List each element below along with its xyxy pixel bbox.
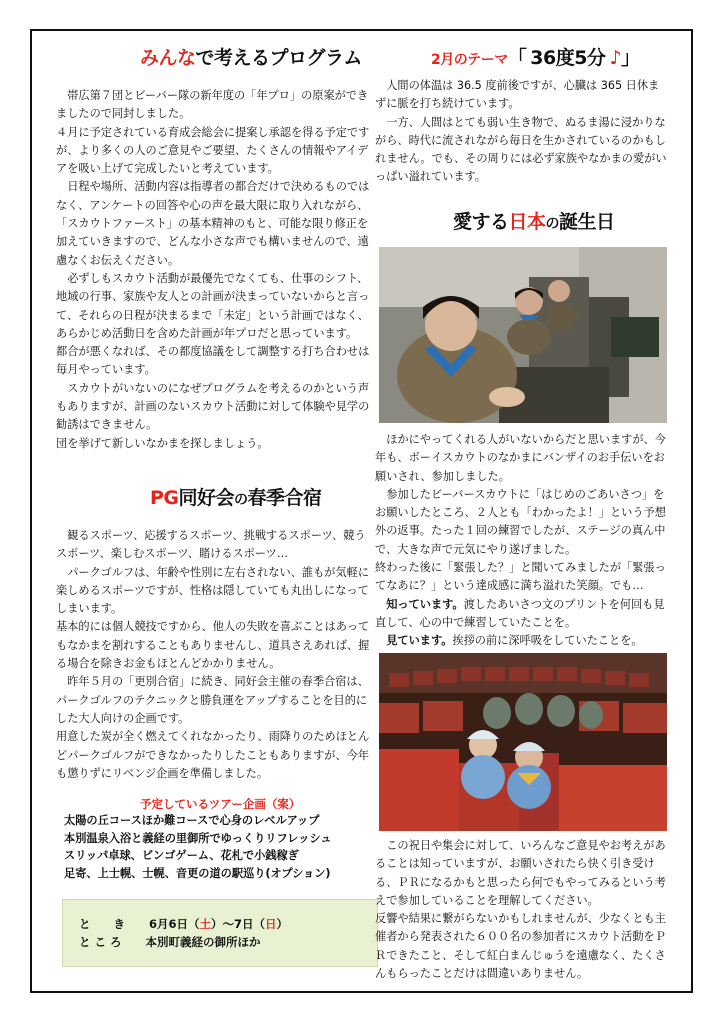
tour-list xyxy=(64,812,332,882)
theme-paragraph: 人間の体温は 36.5 度前後ですが、心臓は 365 日休まずに脈を打ち続けています。 xyxy=(375,79,660,111)
tour-item: 足寄、上士幌、士幌、音更の道の駅巡り(オプション) xyxy=(64,866,331,880)
scouts-seated-photo xyxy=(379,247,667,423)
birthday-paragraph: 知っています。渡したあいさつ文のプリントを何回も見直して、心の中で練習していたことを。 xyxy=(375,597,665,629)
program-paragraph: 日程や場所、活動内容は指導者の都合だけで決めるものではなく、アンケートの回答や心の声を最大限に取り入れながら、「スカウトファースト」の基本精神のもと、可能な限り修正を加えていきますので、どんな小さな声でも構いませんので、遠慮なくお伝えください。 xyxy=(56,180,370,267)
program-heading: みんなで考えるプログラム xyxy=(140,47,362,69)
theme-heading: 2月のテーマ「 36度5分 ♪」 xyxy=(431,47,640,69)
closing-body xyxy=(375,837,669,983)
birthday-paragraph: ほかにやってくれる人がいないからだと思いますが、今年も、ボーイスカウトのなかまにバンザイのお手伝いをお願いされ、参加しました。 xyxy=(375,433,666,483)
pg-paragraph: 昨年５月の「更別合宿」に続き、同好会主催の春季合宿は、パークゴルフのテクニックと勝負運をアップすることを目的にした大人向けの企画です。 xyxy=(56,675,369,725)
program-paragraph: 都合が悪くなれば、その都度協議をして調整する打ち合わせは毎月やっています。 xyxy=(56,345,370,377)
program-paragraph: 帯広第７団とビーバー隊の新年度の「年プロ」の原案ができましたので同封しました。 xyxy=(56,89,369,121)
schedule-when: と き 6月6日（土）～7日（日） xyxy=(79,917,289,931)
hall-audience-illustration xyxy=(379,653,667,831)
tour-title: 予定しているツアー企画（案） xyxy=(140,797,301,811)
pg-paragraph: 基本的には個人競技ですから、他人の失敗を喜ぶことはあってもなかまを割れすることもありませんし、道具さえあれば、握る場合を除きお金もほとんどかかりません。 xyxy=(56,620,370,671)
birthday-paragraph: 見ています。挨拶の前に深呼吸をしていたことを。 xyxy=(375,634,643,648)
newsletter-page xyxy=(30,29,693,993)
tour-item: スリッパ卓球、ビンゴゲーム、花札で小銭稼ぎ xyxy=(64,849,299,862)
pg-body xyxy=(56,527,374,783)
birthday-paragraph: 参加したビーバースカウトに「はじめのごあいさつ」をお願いしたところ、２人とも「わかったよ！」という予想外の返事。たった１回の練習でしたが、ステージの真ん中で、大きな声で元気にやり遂げました。 xyxy=(375,487,666,556)
tour-item: 太陽の丘コースほか難コースで心身のレベルアップ xyxy=(64,814,320,827)
pg-paragraph: 観るスポーツ、応援するスポーツ、挑戦するスポーツ、競うスポーツ、楽しむスポーツ、賭けるスポーツ… xyxy=(56,529,366,561)
hall-audience-photo xyxy=(379,653,667,831)
closing-paragraph: 反響や結果に繋がらないかもしれませんが、少なくとも主催者から発表された６００名の参加者にスカウト活動をＰＲできたこと、そして紅白まんじゅうを遠慮なく、たくさんもらったことだけは間違いありません。 xyxy=(375,912,666,981)
theme-body xyxy=(375,77,669,187)
birthday-body xyxy=(375,431,669,651)
music-note-icon: ♪ xyxy=(609,47,622,69)
program-body xyxy=(56,87,374,453)
schedule-where: と こ ろ 本別町義経の御所ほか xyxy=(79,935,261,949)
program-paragraph: ４月に予定されている育成会総会に提案し承認を得る予定ですが、より多くの人のご意見やご要望、たくさんの情報やアイデアを吸い上げて完成したいと考えています。 xyxy=(56,125,370,176)
birthday-heading: 愛する日本の誕生日 xyxy=(453,211,615,233)
program-paragraph: スカウトがいないのになぜプログラムを考えるのかという声もありますが、計画のないスカウト活動に対して体験や見学の勧誘はできません。 xyxy=(56,381,370,432)
birthday-paragraph: 終わった後に「緊張した？」と聞いてみましたが「緊張ってなあに？」という達成感に満ち溢れた笑顔。でも… xyxy=(375,561,666,593)
tour-item: 本別温泉入浴と義経の里御所でゆっくりリフレッシュ xyxy=(64,831,332,845)
pg-heading: PG同好会の春季合宿 xyxy=(150,487,322,509)
scouts-seated-illustration xyxy=(379,247,667,423)
pg-paragraph: パークゴルフは、年齢や性別に左右されない、誰もが気軽に楽しめるスポーツですが、性格は隠していても丸出しになってしまいます。 xyxy=(56,565,370,616)
theme-paragraph: 一方、人間はとても弱い生き物で、ぬるま湯に浸かりながら、時代に流されながら毎日を生かされているのかもしれません。でも、その周りには必ず家族やなかまの愛がいっぱい溢れています。 xyxy=(375,115,667,184)
pg-paragraph: 用意した炭が全く燃えてくれなかったり、雨降りのためほとんどパークゴルフができなかったりしたこともありますが、今年も懲りずにリベンジ企画を準備しました。 xyxy=(56,730,370,780)
schedule-box xyxy=(62,899,378,967)
program-paragraph: 団を挙げて新しいなかまを探しましょう。 xyxy=(56,436,269,450)
program-paragraph: 必ずしもスカウト活動が最優先でなくても、仕事のシフト、地域の行事、家族や友人との計画が決まっていないからと言って、それらの日程が決まるまで「未定」という計画ではなく、あらかじめ活動日を含めた計画が年プロだと思っています。 xyxy=(56,271,370,340)
closing-paragraph: この祝日や集会に対して、いろんなご意見やお考えがあることは知っていますが、お願いされたら快く引き受ける、ＰＲになるかもと思ったら何でもやってみるという考えで参加していることを理解してください。 xyxy=(375,839,666,907)
